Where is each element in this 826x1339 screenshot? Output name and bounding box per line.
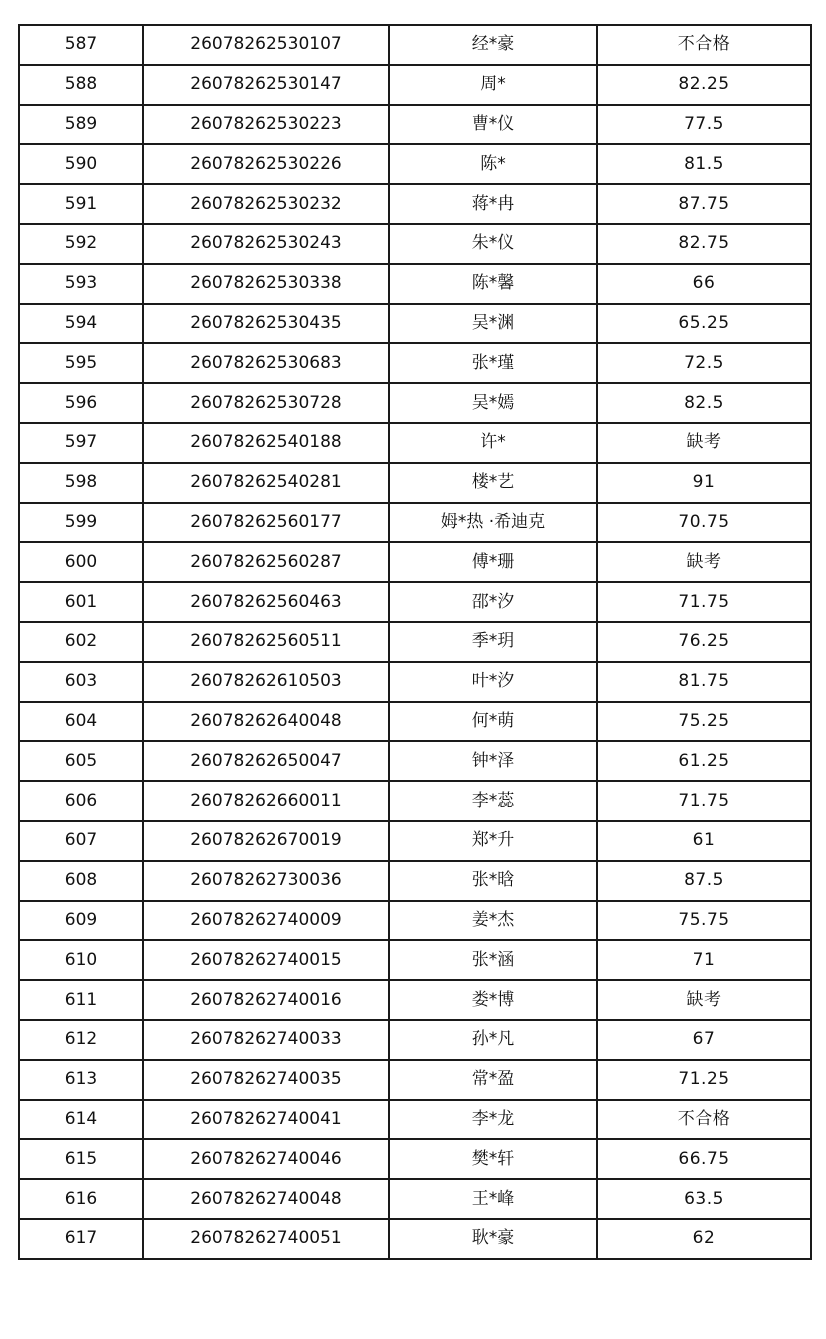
candidate-score: 87.5: [597, 861, 811, 901]
candidate-score: 71.75: [597, 582, 811, 622]
table-row: [19, 1219, 811, 1259]
table-row: [19, 1060, 811, 1100]
table-row: [19, 304, 811, 344]
table-row: [19, 224, 811, 264]
row-number: 615: [19, 1139, 143, 1179]
candidate-score: 61: [597, 821, 811, 861]
candidate-name: 何*萌: [389, 702, 597, 742]
row-number: 589: [19, 105, 143, 145]
candidate-score: 65.25: [597, 304, 811, 344]
candidate-id: 26078262740009: [143, 901, 389, 941]
candidate-name: 陈*馨: [389, 264, 597, 304]
candidate-id: 26078262530232: [143, 184, 389, 224]
candidate-name: 蒋*冉: [389, 184, 597, 224]
table-row: [19, 383, 811, 423]
table-row: [19, 25, 811, 65]
candidate-id: 26078262540281: [143, 463, 389, 503]
candidate-id: 26078262530435: [143, 304, 389, 344]
score-sheet: [18, 24, 810, 1260]
row-number: 588: [19, 65, 143, 105]
row-number: 597: [19, 423, 143, 463]
candidate-name: 吴*渊: [389, 304, 597, 344]
candidate-name: 张*晗: [389, 861, 597, 901]
candidate-score: 71.75: [597, 781, 811, 821]
table-row: [19, 503, 811, 543]
row-number: 595: [19, 343, 143, 383]
candidate-name: 叶*汐: [389, 662, 597, 702]
candidate-id: 26078262530147: [143, 65, 389, 105]
row-number: 592: [19, 224, 143, 264]
table-row: [19, 463, 811, 503]
candidate-name: 王*峰: [389, 1179, 597, 1219]
candidate-score: 不合格: [597, 1100, 811, 1140]
candidate-score: 71: [597, 940, 811, 980]
candidate-id: 26078262610503: [143, 662, 389, 702]
candidate-name: 姆*热 ·希迪克: [389, 503, 597, 543]
candidate-name: 常*盈: [389, 1060, 597, 1100]
candidate-score: 缺考: [597, 980, 811, 1020]
candidate-score: 67: [597, 1020, 811, 1060]
table-row: [19, 264, 811, 304]
score-table: [18, 24, 812, 1260]
candidate-name: 张*涵: [389, 940, 597, 980]
table-row: [19, 184, 811, 224]
candidate-score: 81.5: [597, 144, 811, 184]
candidate-id: 26078262670019: [143, 821, 389, 861]
candidate-id: 26078262740033: [143, 1020, 389, 1060]
row-number: 612: [19, 1020, 143, 1060]
row-number: 603: [19, 662, 143, 702]
row-number: 596: [19, 383, 143, 423]
row-number: 587: [19, 25, 143, 65]
table-row: [19, 65, 811, 105]
table-row: [19, 781, 811, 821]
candidate-name: 许*: [389, 423, 597, 463]
candidate-id: 26078262560463: [143, 582, 389, 622]
candidate-id: 26078262530226: [143, 144, 389, 184]
table-row: [19, 1179, 811, 1219]
candidate-score: 缺考: [597, 542, 811, 582]
table-row: [19, 1139, 811, 1179]
table-row: [19, 861, 811, 901]
row-number: 608: [19, 861, 143, 901]
row-number: 602: [19, 622, 143, 662]
candidate-name: 郑*升: [389, 821, 597, 861]
candidate-score: 不合格: [597, 25, 811, 65]
candidate-name: 耿*豪: [389, 1219, 597, 1259]
candidate-name: 季*玥: [389, 622, 597, 662]
table-row: [19, 662, 811, 702]
table-row: [19, 582, 811, 622]
row-number: 607: [19, 821, 143, 861]
candidate-name: 李*蕊: [389, 781, 597, 821]
row-number: 613: [19, 1060, 143, 1100]
candidate-score: 77.5: [597, 105, 811, 145]
candidate-score: 82.75: [597, 224, 811, 264]
candidate-id: 26078262530338: [143, 264, 389, 304]
candidate-score: 82.5: [597, 383, 811, 423]
candidate-name: 陈*: [389, 144, 597, 184]
candidate-id: 26078262530683: [143, 343, 389, 383]
row-number: 605: [19, 741, 143, 781]
row-number: 598: [19, 463, 143, 503]
candidate-name: 朱*仪: [389, 224, 597, 264]
candidate-name: 孙*凡: [389, 1020, 597, 1060]
table-row: [19, 940, 811, 980]
candidate-score: 76.25: [597, 622, 811, 662]
candidate-id: 26078262740048: [143, 1179, 389, 1219]
candidate-name: 娄*博: [389, 980, 597, 1020]
candidate-name: 钟*泽: [389, 741, 597, 781]
candidate-id: 26078262730036: [143, 861, 389, 901]
candidate-id: 26078262530728: [143, 383, 389, 423]
candidate-name: 李*龙: [389, 1100, 597, 1140]
candidate-score: 缺考: [597, 423, 811, 463]
table-row: [19, 702, 811, 742]
row-number: 609: [19, 901, 143, 941]
candidate-score: 62: [597, 1219, 811, 1259]
candidate-id: 26078262530243: [143, 224, 389, 264]
candidate-id: 26078262540188: [143, 423, 389, 463]
candidate-id: 26078262740016: [143, 980, 389, 1020]
candidate-score: 72.5: [597, 343, 811, 383]
row-number: 614: [19, 1100, 143, 1140]
candidate-id: 26078262740035: [143, 1060, 389, 1100]
candidate-name: 樊*轩: [389, 1139, 597, 1179]
candidate-score: 75.75: [597, 901, 811, 941]
candidate-score: 81.75: [597, 662, 811, 702]
candidate-name: 吴*嫣: [389, 383, 597, 423]
candidate-id: 26078262740041: [143, 1100, 389, 1140]
row-number: 593: [19, 264, 143, 304]
candidate-id: 26078262660011: [143, 781, 389, 821]
table-row: [19, 144, 811, 184]
row-number: 599: [19, 503, 143, 543]
table-row: [19, 343, 811, 383]
candidate-score: 75.25: [597, 702, 811, 742]
row-number: 594: [19, 304, 143, 344]
candidate-id: 26078262740046: [143, 1139, 389, 1179]
candidate-score: 63.5: [597, 1179, 811, 1219]
candidate-id: 26078262530223: [143, 105, 389, 145]
candidate-score: 82.25: [597, 65, 811, 105]
row-number: 606: [19, 781, 143, 821]
candidate-score: 66: [597, 264, 811, 304]
row-number: 617: [19, 1219, 143, 1259]
row-number: 610: [19, 940, 143, 980]
score-table-body: [19, 25, 811, 1259]
table-row: [19, 1020, 811, 1060]
candidate-name: 曹*仪: [389, 105, 597, 145]
table-row: [19, 423, 811, 463]
candidate-id: 26078262560511: [143, 622, 389, 662]
candidate-score: 71.25: [597, 1060, 811, 1100]
candidate-id: 26078262740015: [143, 940, 389, 980]
candidate-score: 61.25: [597, 741, 811, 781]
candidate-name: 傅*珊: [389, 542, 597, 582]
candidate-score: 66.75: [597, 1139, 811, 1179]
row-number: 611: [19, 980, 143, 1020]
candidate-score: 87.75: [597, 184, 811, 224]
table-row: [19, 542, 811, 582]
candidate-name: 楼*艺: [389, 463, 597, 503]
candidate-name: 邵*汐: [389, 582, 597, 622]
row-number: 590: [19, 144, 143, 184]
candidate-id: 26078262560287: [143, 542, 389, 582]
row-number: 616: [19, 1179, 143, 1219]
candidate-name: 张*瑾: [389, 343, 597, 383]
row-number: 600: [19, 542, 143, 582]
row-number: 601: [19, 582, 143, 622]
table-row: [19, 821, 811, 861]
candidate-score: 91: [597, 463, 811, 503]
table-row: [19, 1100, 811, 1140]
candidate-id: 26078262740051: [143, 1219, 389, 1259]
row-number: 591: [19, 184, 143, 224]
table-row: [19, 980, 811, 1020]
candidate-score: 70.75: [597, 503, 811, 543]
candidate-name: 周*: [389, 65, 597, 105]
table-row: [19, 105, 811, 145]
table-row: [19, 622, 811, 662]
table-row: [19, 901, 811, 941]
candidate-id: 26078262560177: [143, 503, 389, 543]
row-number: 604: [19, 702, 143, 742]
candidate-id: 26078262650047: [143, 741, 389, 781]
candidate-id: 26078262640048: [143, 702, 389, 742]
table-row: [19, 741, 811, 781]
candidate-name: 经*豪: [389, 25, 597, 65]
candidate-name: 姜*杰: [389, 901, 597, 941]
candidate-id: 26078262530107: [143, 25, 389, 65]
